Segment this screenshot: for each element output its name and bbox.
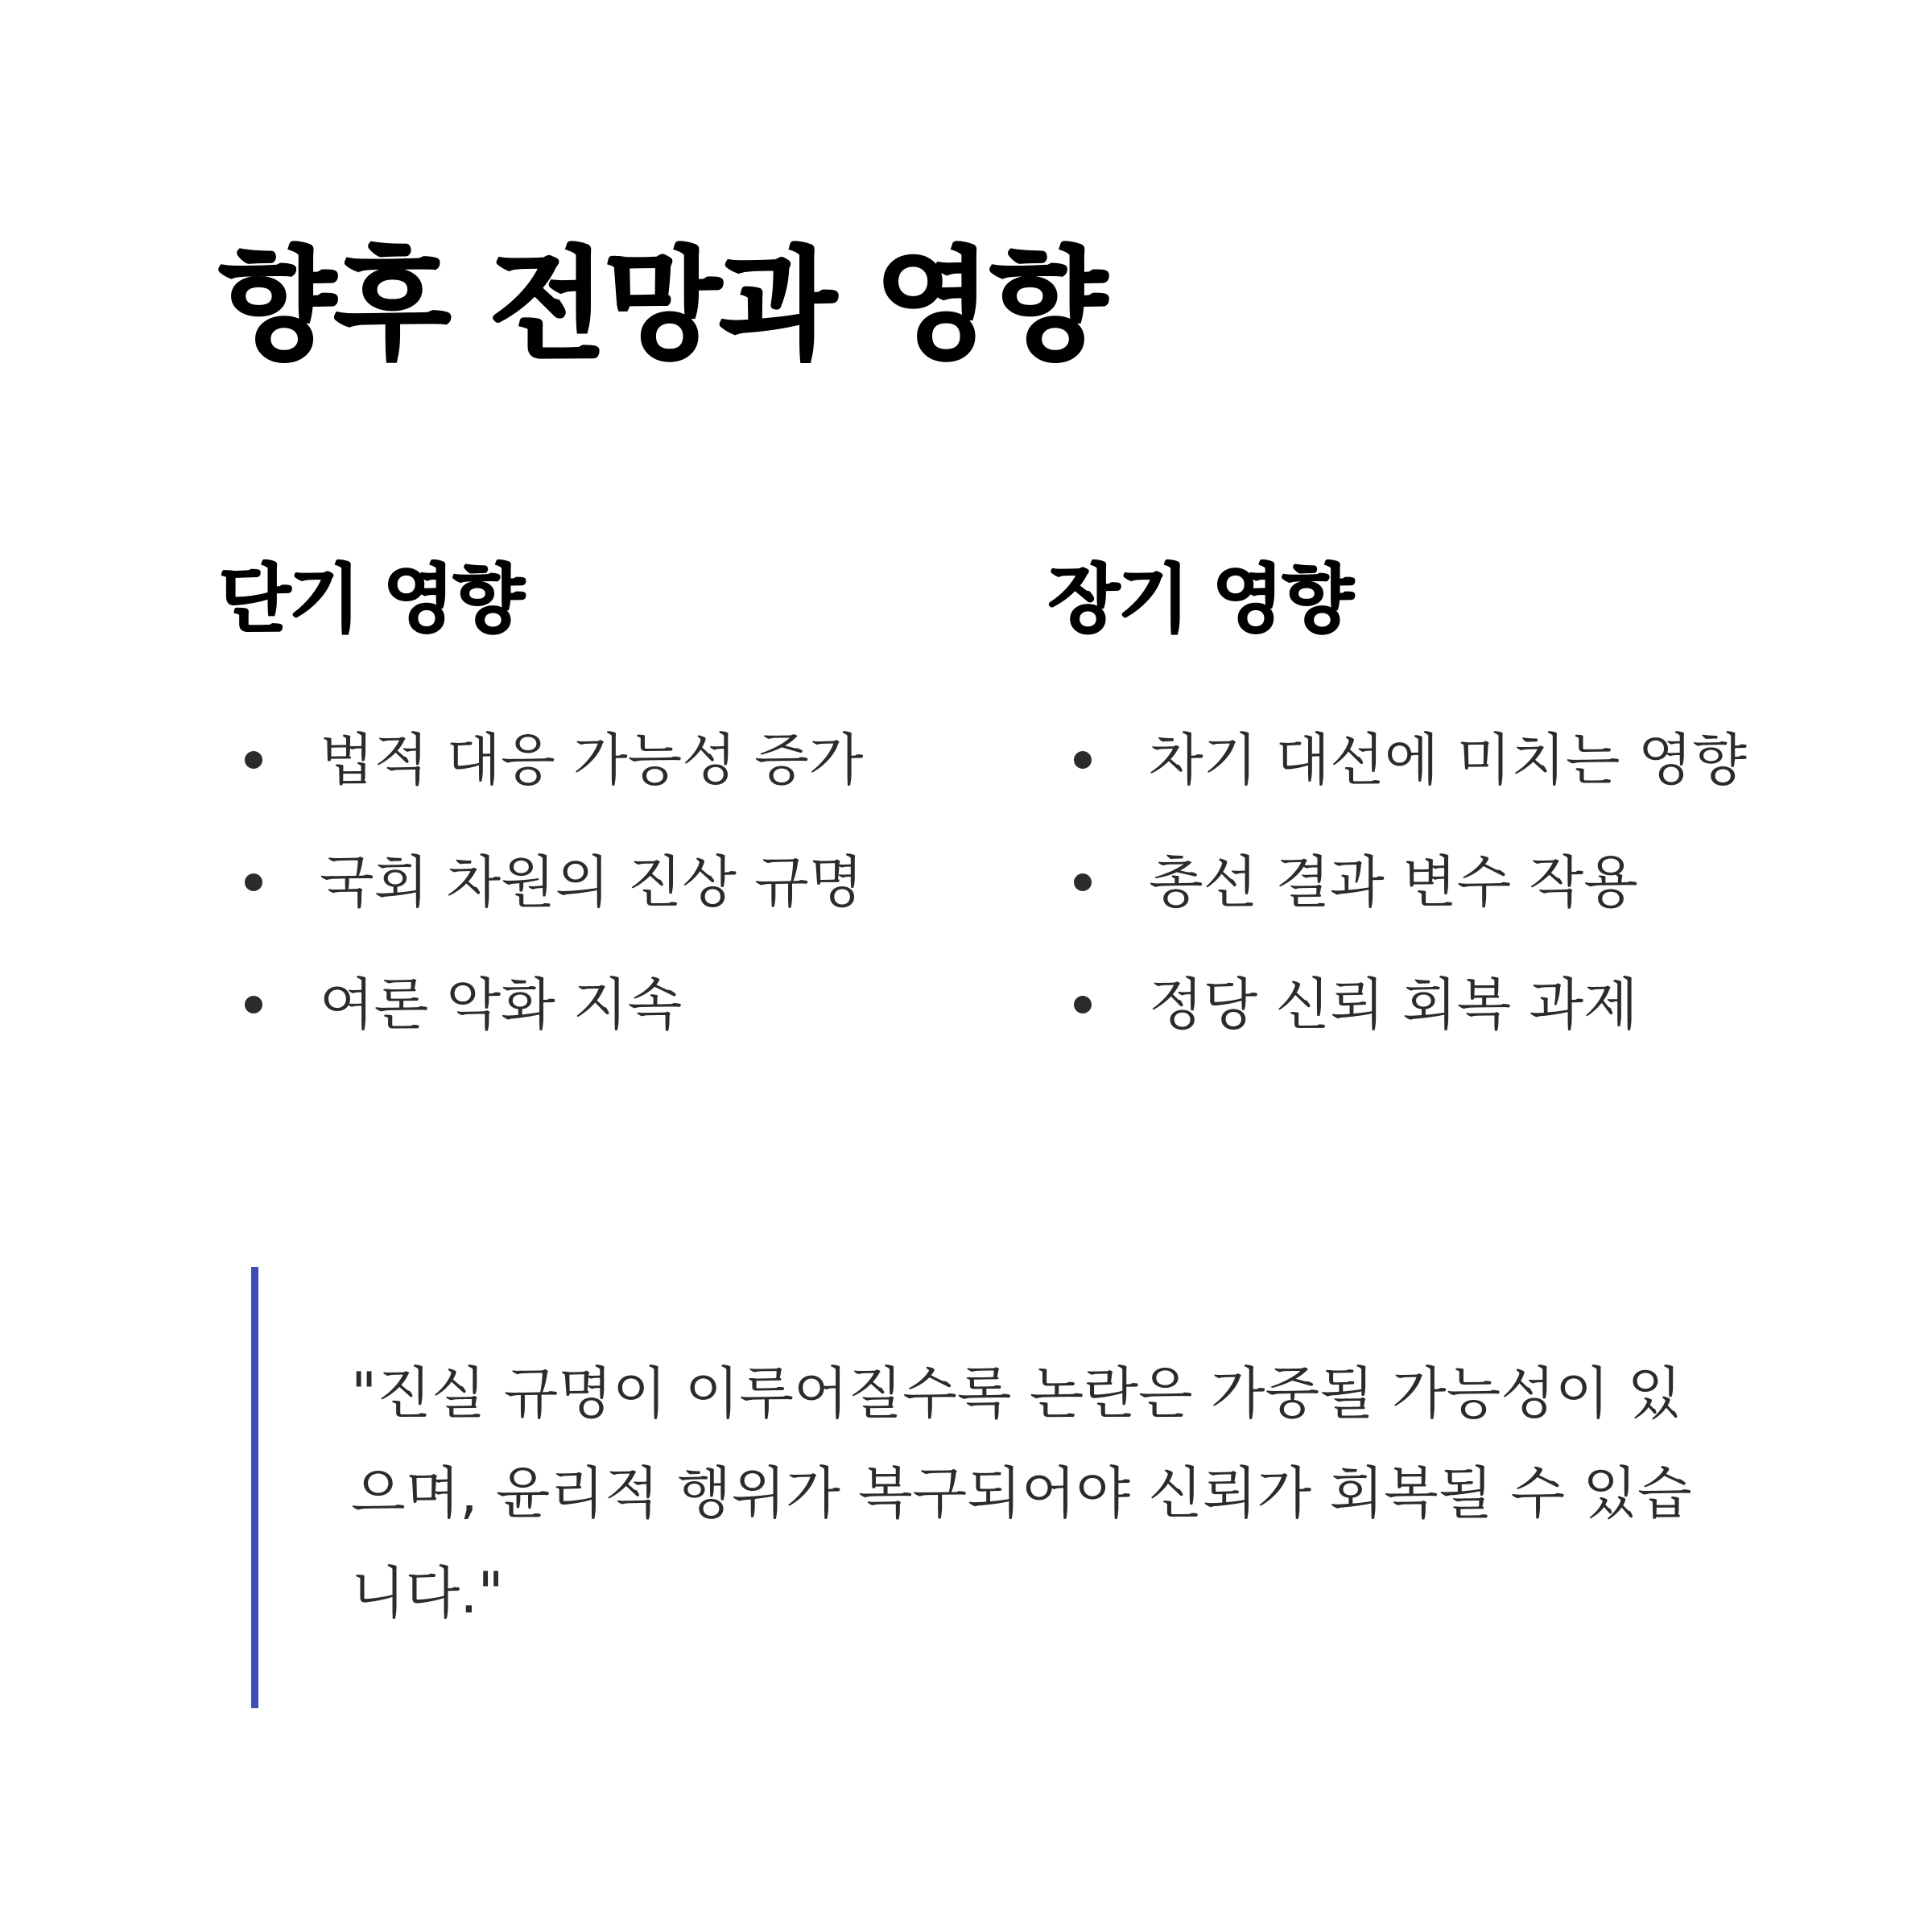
bullet-icon	[1074, 873, 1092, 891]
list-item	[1048, 833, 1748, 931]
list-item	[1048, 956, 1748, 1054]
list-item	[219, 956, 895, 1054]
list-item	[1048, 711, 1748, 809]
list-item-text: 국회 차원의 진상 규명	[320, 849, 864, 915]
list-item	[219, 833, 895, 931]
long-term-list	[1048, 711, 1748, 1054]
bullet-icon	[245, 873, 262, 891]
long-term-heading: 장기 영향	[1048, 556, 1352, 642]
short-term-section	[219, 551, 895, 1078]
bullet-icon	[1074, 751, 1092, 769]
quote-text: "진실 규명이 이루어질수록 논란은 가중될 가능성이 있으며, 윤리적 행위가 복구되어야 신뢰가 회복될 수 있습니다."	[351, 1360, 1692, 1626]
list-item	[219, 711, 895, 809]
short-term-list	[219, 711, 895, 1054]
quote-block	[251, 1267, 1748, 1708]
list-item-text: 여론 악화 지속	[320, 972, 683, 1038]
list-item-text: 차기 대선에 미치는 영향	[1149, 727, 1747, 793]
bullet-icon	[245, 751, 262, 769]
bullet-icon	[1074, 996, 1092, 1013]
page-title: 향후 전망과 영향	[219, 236, 1105, 376]
list-item-text: 정당 신뢰 회복 과제	[1149, 972, 1638, 1038]
long-term-section	[1048, 551, 1748, 1078]
list-item-text: 법적 대응 가능성 증가	[320, 727, 864, 793]
list-item-text: 총선 결과 변수 작용	[1149, 849, 1638, 915]
bullet-icon	[245, 996, 262, 1013]
short-term-heading: 단기 영향	[219, 556, 523, 642]
